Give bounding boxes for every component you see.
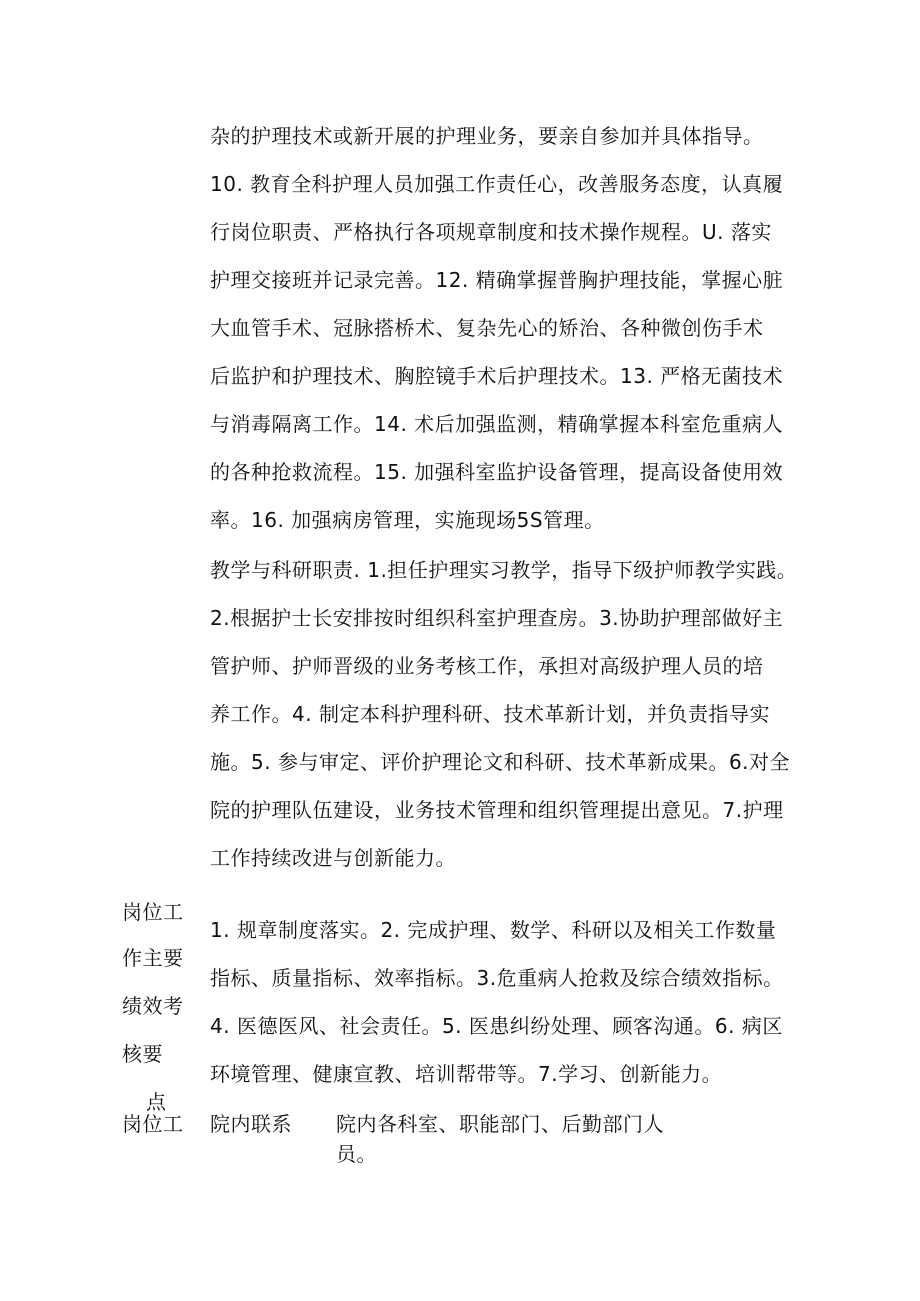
duties-line: 率。16. 加强病房管理，实施现场5S管理。 (210, 508, 605, 532)
relations-value-line: 院内各科室、职能部门、后勤部门人 (336, 1112, 664, 1136)
kpi-label-line: 绩效考 (122, 994, 184, 1018)
kpi-label-line: 点 (146, 1090, 167, 1114)
duties-line: 大血管手术、冠脉搭桥术、复杂先心的矫治、各种微创伤手术 (210, 316, 764, 340)
kpi-content-line: 1. 规章制度落实。2. 完成护理、数学、科研以及相关工作数量 (210, 918, 777, 942)
kpi-label-line: 作主要 (122, 946, 184, 970)
duties-line: 10. 教育全科护理人员加强工作责任心，改善服务态度，认真履 (210, 172, 784, 196)
teaching-line: 教学与科研职责. 1.担任护理实习教学，指导下级护师教学实践。 (210, 558, 798, 582)
teaching-line: 施。5. 参与审定、评价护理论文和科研、技术革新成果。6.对全 (210, 750, 791, 774)
duties-line: 护理交接班并记录完善。12. 精确掌握普胸护理技能，掌握心脏 (210, 268, 784, 292)
kpi-label-line: 核要 (122, 1042, 163, 1066)
kpi-label-line: 岗位工 (122, 900, 184, 924)
teaching-line: 养工作。4. 制定本科护理科研、技术革新计划，并负责指导实 (210, 702, 770, 726)
kpi-content-line: 4. 医德医风、社会责任。5. 医患纠纷处理、顾客沟通。6. 病区 (210, 1014, 783, 1038)
teaching-line: 工作持续改进与创新能力。 (210, 846, 456, 870)
relations-value-line: 员。 (336, 1142, 377, 1166)
relations-label: 岗位工 (122, 1112, 184, 1136)
duties-line: 的各种抢救流程。15. 加强科室监护设备管理，提高设备使用效 (210, 460, 784, 484)
teaching-line: 2.根据护士长安排按时组织科室护理查房。3.协助护理部做好主 (210, 606, 784, 630)
teaching-line: 管护师、护师晋级的业务考核工作，承担对高级护理人员的培 (210, 654, 764, 678)
duties-line: 杂的护理技术或新开展的护理业务，要亲自参加并具体指导。 (210, 124, 764, 148)
duties-line: 后监护和护理技术、胸腔镜手术后护理技术。13. 严格无菌技术 (210, 364, 784, 388)
teaching-line: 院的护理队伍建设，业务技术管理和组织管理提出意见。7.护理 (210, 798, 784, 822)
kpi-content-line: 指标、质量指标、效率指标。3.危重病人抢救及综合绩效指标。 (210, 966, 784, 990)
kpi-content-line: 环境管理、健康宣教、培训帮带等。7.学习、创新能力。 (210, 1062, 723, 1086)
duties-line: 行岗位职责、严格执行各项规章制度和技术操作规程。U. 落实 (210, 220, 772, 244)
relations-sub-label: 院内联系 (210, 1112, 292, 1136)
duties-line: 与消毒隔离工作。14. 术后加强监测，精确掌握本科室危重病人 (210, 412, 784, 436)
